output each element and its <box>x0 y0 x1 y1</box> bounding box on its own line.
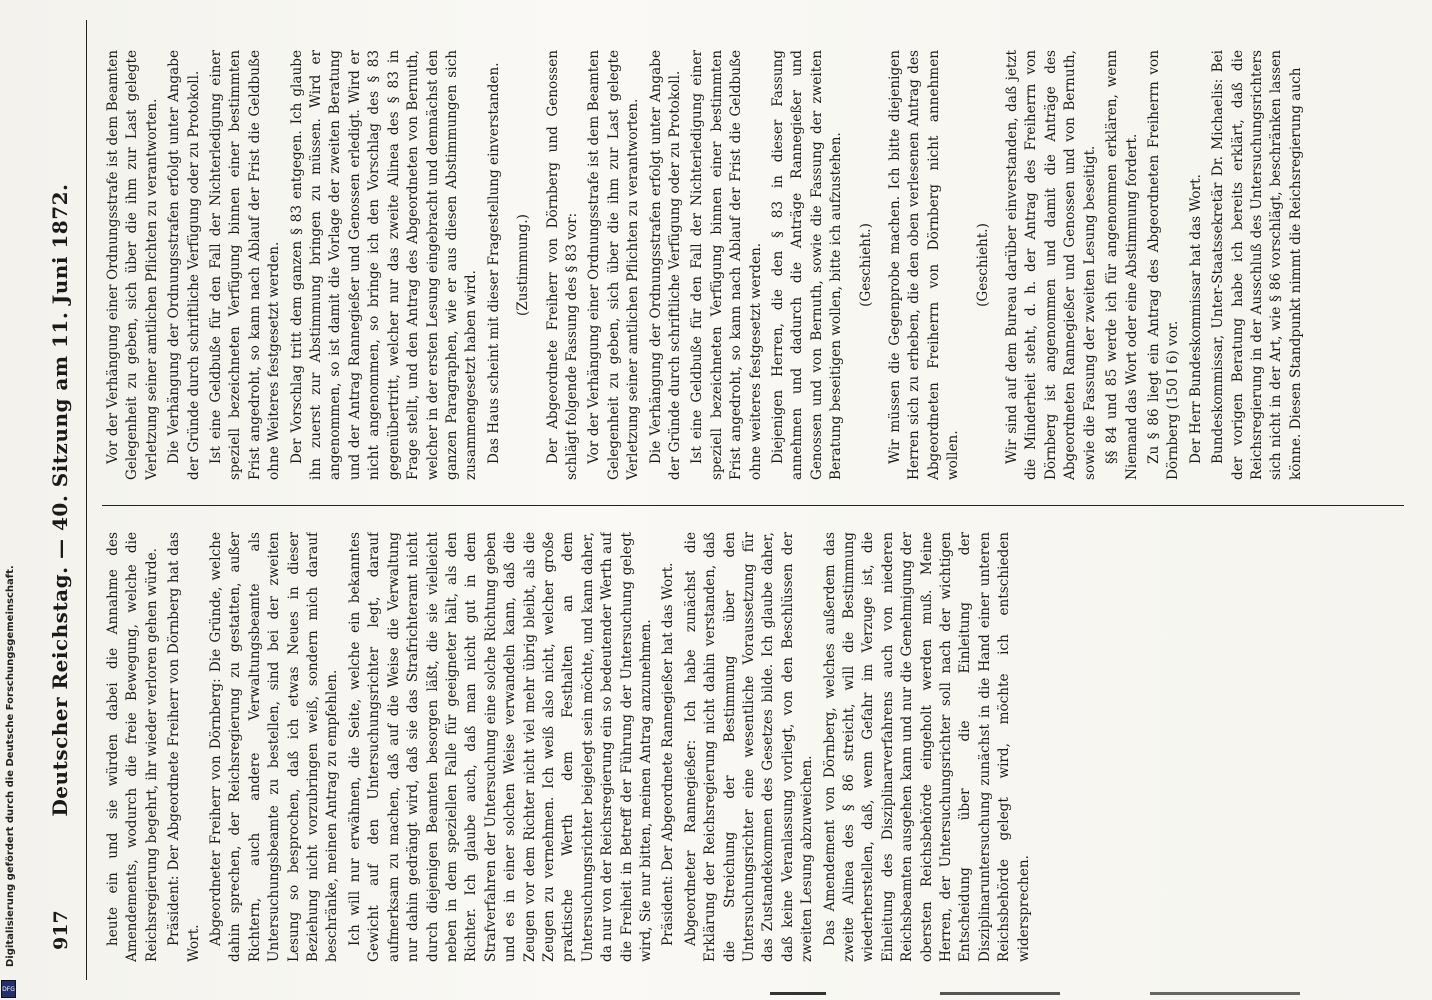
paragraph: Das Haus scheint mit dieser Fragestellung einverstanden. <box>485 62 502 464</box>
paragraph: Bundeskommissar, Unter-Staatssekretär Dr. Michaelis: Bei der vorigen Beratung habe ich bereits erklärt, daß die Reichsregierung in der Ausschluß des Untersuchungsrichters sich nicht in der Art, wie § 86 vorschlägt, beschränken lassen könne. Diesen Standpunkt nimmt die Reichsregierung auch <box>1210 50 1304 480</box>
paragraph: Der Abgeordnete Freiherr von Dörnberg und Genossen schlägt folgende Fassung des § 83 vor: <box>544 50 580 480</box>
paragraph: Der Vorschlag tritt dem ganzen § 83 entgegen. Ich glaube ihn zuerst zur Abstimmung bringen zu müssen. Wird er angenommen, so ist damit die Vorlage der zweiten Beratung und der Antrag Rannegießer und Genossen erledigt. Wird er nicht angenommen, so bringe ich den Vorschlag des § 83 gegenübertritt, welcher nur das zweite Alinea des § 83 in Frage stellt, und den Antrag des Abgeordneten von Bernuth, welcher in der ersten Lesung eingebracht und demnächst den ganzen Paragraphen, wie er aus diesen Abstimmungen sich zusammengesetzt haben wird. <box>288 50 480 480</box>
paragraph: Wir sind auf dem Bureau darüber einverstanden, daß jetzt die Minderheit steht, d. h. der Antrag des Freiherrn von Dörnberg ist angenommen und damit die Anträge des Abgeordneten Rannegießer und Genossen und von Bernuth, sowie die Fassung der zweiten Lesung beseitigt. <box>1004 50 1098 480</box>
column-divider <box>102 505 1404 506</box>
paragraph: Abgeordneter Freiherr von Dörnberg: Die Gründe, welche dahin sprechen, der Reichsregierung zu gestatten, außer Richtern, auch andere Verwaltungsbeamte als Untersuchungsbeamte zu bestellen, sind bei der zweiten Lesung so besprochen, daß ich etwas Neues in dieser Beziehung nicht vorzubringen weiß, sondern mich darauf beschränke, meinen Antrag zu empfehlen. <box>208 532 341 962</box>
paragraph: §§ 84 und 85 werde ich für angenommen erklären, wenn Niemand das Wort oder eine Abstimmung fordert. <box>1104 50 1140 480</box>
paragraph: Ist eine Geldbuße für den Fall der Nichterledigung einer speziell bezeichneten Verfügung binnen einer bestimmten Frist angedroht, so kann nach Ablauf der Frist die Geldbuße ohne Weiteres festgesetzt werden. <box>208 50 283 480</box>
digitization-credit <box>2 10 16 980</box>
digitization-credit-text: Digitalisierung gefördert durch die Deutsche Forschungsgemeinschaft. <box>5 565 16 967</box>
paragraph: Das Amendement von Dörnberg, welches außerdem das zweite Alinea des § 86 streicht, will die Bestimmung wiederherstellen, daß, wenn Gefahr im Verzuge ist, die Einleitung des Disziplinarverfahrens auch von niederen Reichsbeamten ausgehen kann und nur die Genehmigung der obersten Reichsbehörde eingeholt werden muß. Meine Herren, der Untersuchungsrichter soll nach der wichtigen Entscheidung über die Einleitung der Disziplinaruntersuchung zunächst in die Hand einer unteren Reichsbehörde gelegt wird, möchte ich entschieden widersprechen. <box>821 532 1032 962</box>
paragraph: Präsident: Der Abgeordnete Freiherr von Dörnberg hat das Wort. <box>166 532 202 962</box>
page-header <box>36 20 87 980</box>
paragraph: Vor der Verhängung einer Ordnungsstrafe ist dem Beamten Gelegenheit zu geben, sich über die ihm zur Last gelegte Verletzung seiner amtlichen Pflichten zu verantworten. <box>105 50 160 480</box>
paragraph: (Geschieht.) <box>974 223 991 307</box>
scan-mark <box>1150 992 1300 995</box>
paragraph: Ist eine Geldbuße für den Fall der Nichterledigung einer speziell bezeichneten Verfügung binnen einer bestimmten Frist angedroht, so kann nach Ablauf der Frist die Geldbuße ohne weiteres festgesetzt werden. <box>689 50 764 480</box>
dfg-logo-icon: DFG <box>1 980 16 998</box>
paragraph: Die Verhängung der Ordnungsstrafen erfolgt unter Angabe der Gründe durch schriftliche Verfügung oder zu Protokoll. <box>647 50 683 480</box>
paragraph: Diejenigen Herren, die den § 83 in dieser Fassung annehmen und dadurch die Anträge Rannegießer und Genossen und von Bernuth, sowie die Fassung der zweiten Beratung beseitigen wollen, bitte ich aufzustehen. <box>770 50 845 480</box>
paragraph: (Geschieht.) <box>857 223 874 307</box>
scan-mark <box>770 992 826 995</box>
paragraph: Präsident: Der Abgeordnete Rannegießer hat das Wort. <box>660 562 677 946</box>
paragraph: Der Herr Bundeskommissar hat das Wort. <box>1187 174 1204 464</box>
text-column-right <box>104 50 1396 480</box>
paragraph: Ich will nur erwähnen, die Seite, welche ein bekanntes Gewicht auf den Untersuchungsrichter legt, darauf aufmerksam zu machen, daß auf die Weise die Verwaltung nur dahin gedrängt wird, daß sie das Strafrichteramt nicht durch diejenigen Beamten besorgen läßt, die sie vielleicht neben in dem speziellen Falle für geeigneter hält, als den Richter. Ich glaube auch, daß man nicht gut in dem Strafverfahren der Untersuchung eine solche Richtung geben und es in einer solchen Weise verwandeln kann, daß die Zeugen vor dem Richter nicht viel mehr übrig bleibt, als die Zeugen zu vernehmen. Ich weiß also nicht, welcher große praktische Werth dem Festhalten an dem Untersuchungsrichter beigelegt sein möchte, und kann daher, da nur von der Reichsregierung ein so bedeutender Werth auf die Freiheit in Betreff der Führung der Untersuchung gelegt wird, Sie nur bitten, meinen Antrag anzunehmen. <box>346 532 654 962</box>
paragraph: Vor der Verhängung einer Ordnungsstrafe ist dem Beamten Gelegenheit zu geben, sich über die ihm zur Last gelegte Verletzung seiner amtlichen Pflichten zu verantworten. <box>586 50 642 480</box>
paragraph: Wir müssen die Gegenprobe machen. Ich bitte diejenigen Herren sich zu erheben, die den oben verlesenen Antrag des Abgeordneten Freiherrn von Dörnberg nicht annehmen wollen. <box>887 50 962 480</box>
scan-mark <box>940 992 1060 995</box>
page-number: 917 <box>50 910 72 950</box>
paragraph: Abgeordneter Rannegießer: Ich habe zunächst die Erklärung der Reichsregierung nicht dahin verstanden, daß die Streichung der Bestimmung über den Untersuchungsrichter eine wesentliche Voraussetzung für das Zustandekommen des Gesetzes bilde. Ich glaube daher, daß keine Veranlassung vorliegt, von den Beschlüssen der zweiten Lesung abzuweichen. <box>682 532 816 962</box>
paragraph: Die Verhängung der Ordnungsstrafen erfolgt unter Angabe der Gründe durch schriftliche Verfügung oder zu Protokoll. <box>166 50 202 480</box>
rotated-page <box>36 20 1416 980</box>
paragraph: heute ein und sie würden dabei die Annahme des Amendements, wodurch die freie Bewegung, welche die Reichsregierung begehrt, ihr wieder verloren gehen würde. <box>105 532 160 962</box>
paragraph: Zu § 86 liegt ein Antrag des Abgeordneten Freiherrn von Dörnberg (150 I 6) vor. <box>1145 50 1182 480</box>
paragraph: (Zustimmung.) <box>515 214 532 316</box>
page-title: Deutscher Reichstag. — 40. Sitzung am 11. Juni 1872. <box>48 183 72 817</box>
text-column-left <box>104 532 1396 962</box>
